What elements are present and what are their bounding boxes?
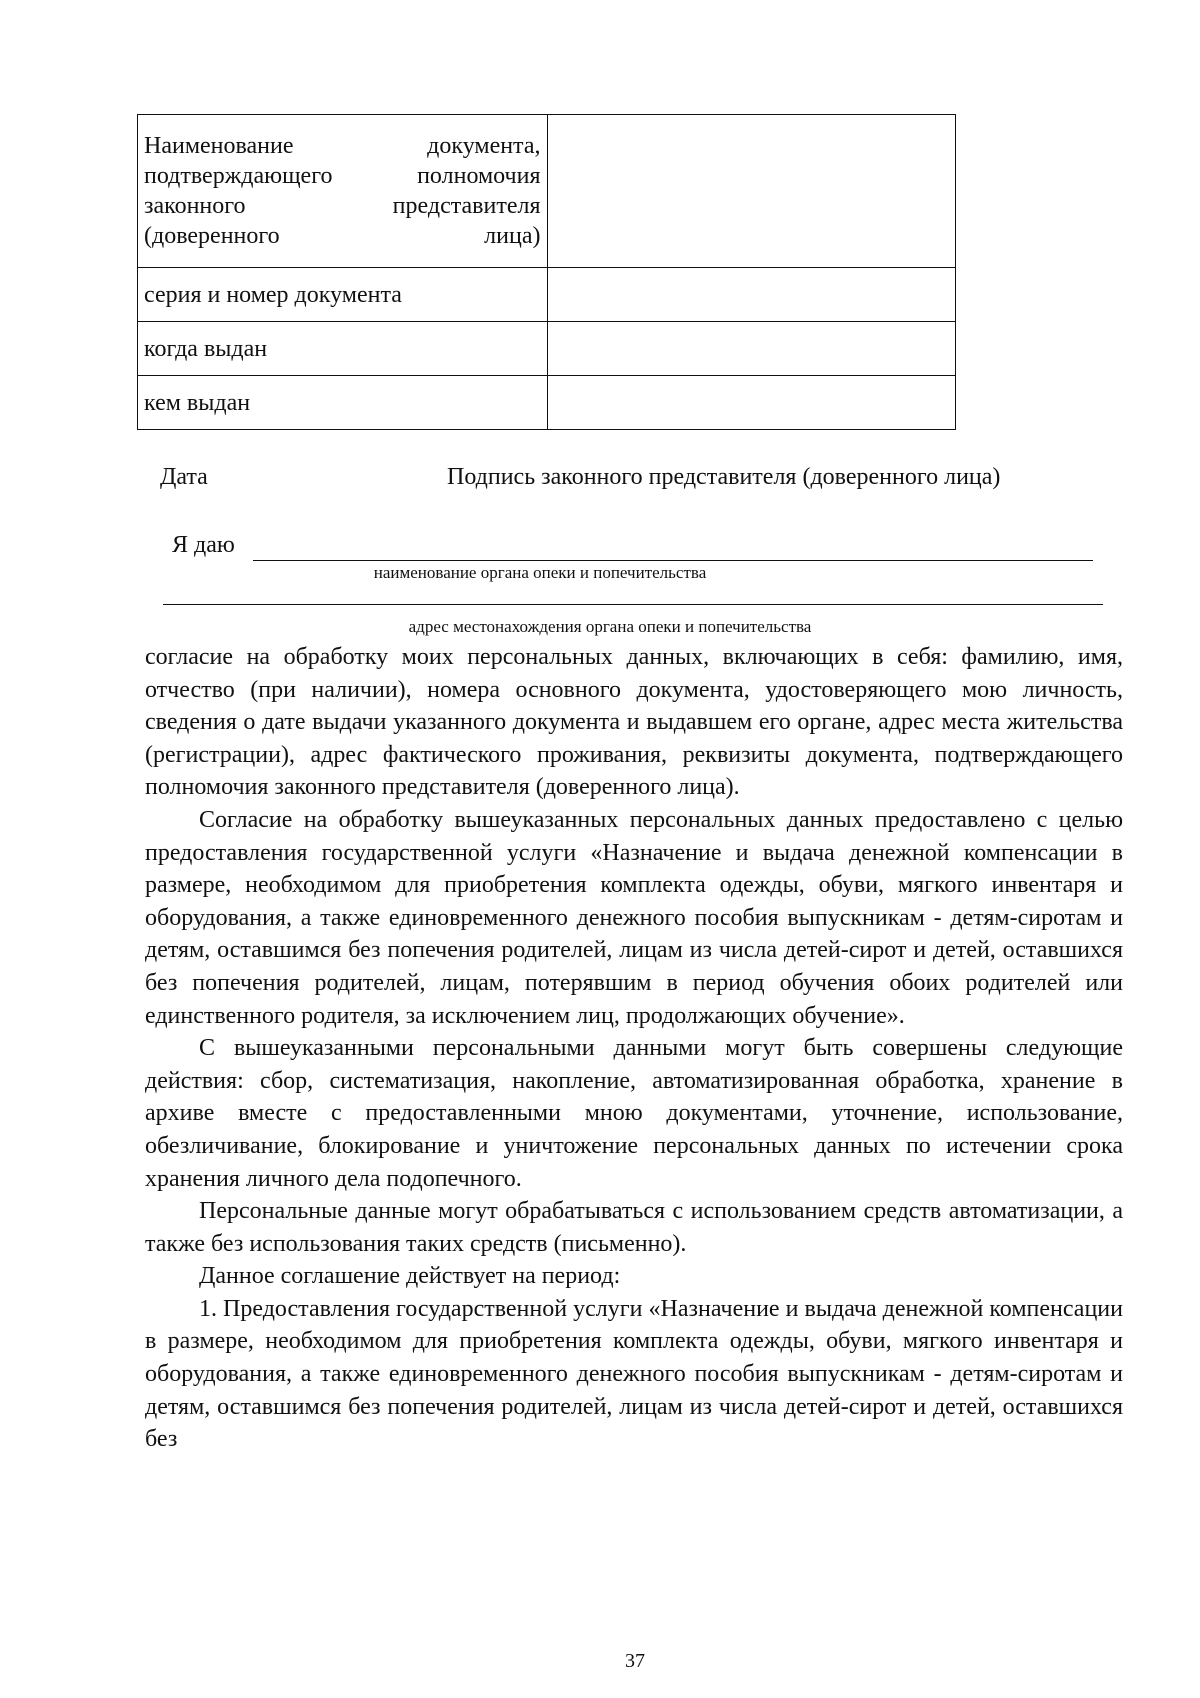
body-paragraph: Данное соглашение действует на период: [199,1263,621,1290]
issued-by-value [547,376,956,430]
series-number-label: серия и номер документа [138,268,548,322]
signature-row [160,464,1112,498]
authority-name-blank [253,560,1093,561]
authority-address-blank [163,604,1103,605]
authority-address-caption: адрес местонахождения органа опеки и попечительства [408,617,812,636]
body-paragraph: Согласие на обработку вышеуказанных персональных данных предоставлено с целью предоставления государственной услуги «Назначение и выдача денежной компенсации в размере, необходимом для приобретения комплекта одежды, обуви, мягкого инвентаря и оборудования, а также единовременного денежного пособия выпускникам - детям-сиротам и детям, оставшимся без попечения родителей, лицам из числа детей-сирот и детей, оставшихся без попечения родителей, лицам, потерявшим в период обучения обоих родителей или единственного родителя, за исключением лиц, продолжающих обучение». [145,806,1123,1029]
body-paragraph: 1. Предоставления государственной услуги «Назначение и выдача денежной компенсации в размере, необходимом для приобретения комплекта одежды, обуви, мягкого инвентаря и оборудования, а также единовременного денежного пособия выпускникам - детям-сиротам и детям, оставшимся без попечения родителей, лицам из числа детей-сирот и детей, оставшихся без [145,1295,1123,1453]
representative-document-table [137,114,956,430]
consent-body [145,641,1123,1456]
table-row [138,376,956,430]
document-name-value [547,115,956,268]
body-paragraph: Персональные данные могут обрабатываться с использованием средств автоматизации, а также без использования таких средств (письменно). [145,1198,1123,1257]
series-number-value [547,268,956,322]
consent-prefix: Я даю [172,532,235,558]
issue-date-value [547,322,956,376]
table-row [138,268,956,322]
document-name-label: Наименование документа, подтверждающего полномочия законного представителя (доверенного лица) [138,115,548,268]
table-row [138,115,956,268]
issue-date-label: когда выдан [138,322,548,376]
page-number: 37 [625,1650,645,1672]
issued-by-label: кем выдан [138,376,548,430]
body-paragraph: С вышеуказанными персональными данными могут быть совершены следующие действия: сбор, систематизация, накопление, автоматизированная обработка, хранение в архиве вместе с предоставленными мною документами, уточнение, использование, обезличивание, блокирование и уничтожение персональных данных по истечении срока хранения личного дела подопечного. [145,1035,1123,1192]
date-label: Дата [160,464,208,490]
authority-name-caption: наименование органа опеки и попечительства [373,563,707,582]
table-row [138,322,956,376]
signature-label: Подпись законного представителя (доверенного лица) [447,464,1001,490]
body-paragraph: согласие на обработку моих персональных данных, включающих в себя: фамилию, имя, отчество (при наличии), номера основного документа, удостоверяющего мою личность, сведения о дате выдачи указанного документа и выдавшем его органе, адрес места жительства (регистрации), адрес фактического проживания, реквизиты документа, подтверждающего полномочия законного представителя (доверенного лица). [145,644,1123,801]
